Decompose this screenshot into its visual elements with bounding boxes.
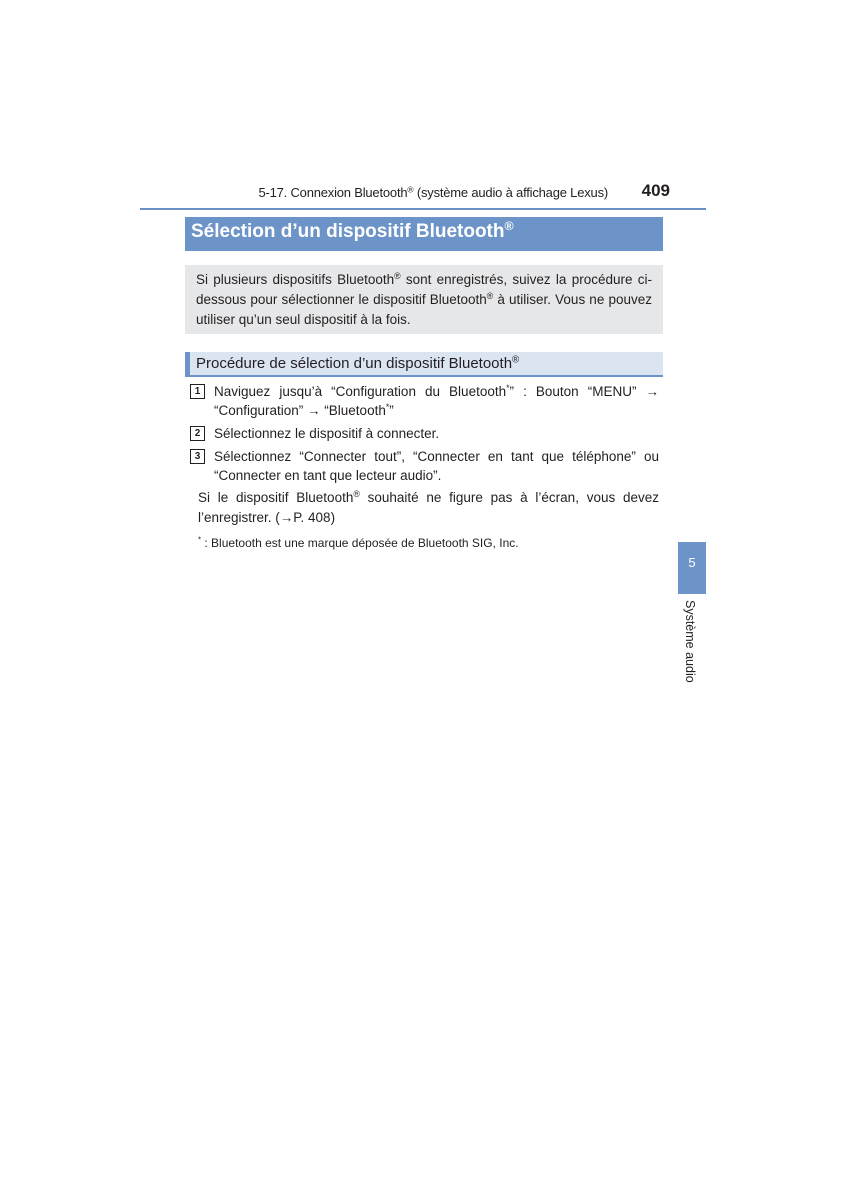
subsection-heading: Procédure de sélection d’un dispositif Bluetooth® [185,352,663,377]
registered-mark: ® [512,354,520,366]
step-number-badge: 3 [190,449,205,464]
intro-box: Si plusieurs dispositifs Bluetooth® sont enregistrés, suivez la procédure ci-dessous pour sélectionner le dispositif Bluetooth® à utiliser. Vous ne pouvez utiliser qu’un seul dispositif à la fois. [185,265,663,334]
trademark-footnote: * : Bluetooth est une marque déposée de Bluetooth SIG, Inc. [198,535,519,550]
step-text: Sélectionnez le dispositif à connecter. [214,426,440,441]
page-number: 409 [641,181,670,200]
step-number-badge: 2 [190,426,205,441]
step-number-badge: 1 [190,384,205,399]
running-header [140,180,706,210]
procedure-steps [190,382,659,489]
registered-mark: ® [504,219,514,234]
chapter-name: Système audio [683,600,697,683]
chapter-tab: 5 [678,542,706,594]
step-text: Sélectionnez “Connecter tout”, “Connecter en tant que téléphone” ou “Connecter en tant que lecteur audio”. [214,449,659,483]
step-3 [190,447,659,485]
step-2 [190,424,659,443]
registered-mark: ® [407,184,414,195]
running-title: 5-17. Connexion Bluetooth® (système audio à affichage Lexus) [258,184,608,200]
step-1: 1 Naviguez jusqu’à “Configuration du Bluetooth*” : Bouton “MENU” → “Configuration” → “Bluetooth*” [190,382,659,420]
section-title: Sélection d’un dispositif Bluetooth® [185,217,663,251]
note-paragraph: Si le dispositif Bluetooth® souhaité ne figure pas à l’écran, vous devez l’enregistrer. (→P. 408) [198,489,659,525]
asterisk: * [198,535,202,545]
